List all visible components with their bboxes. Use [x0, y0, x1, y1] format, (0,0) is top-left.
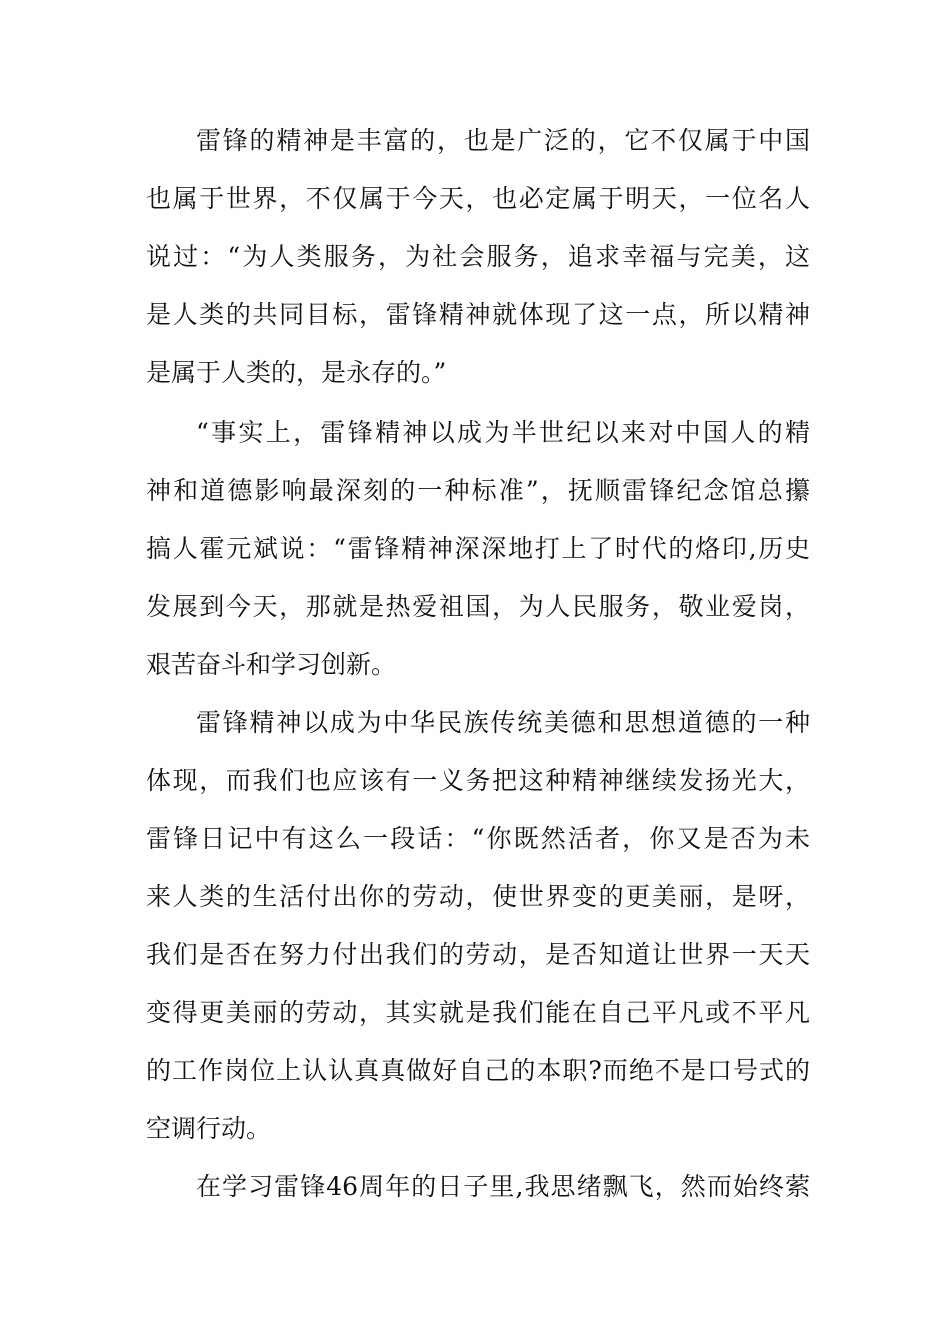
paragraph-1-line-2: 也属于世界，不仅属于今天，也必定属于明天，一位名人: [146, 184, 810, 213]
paragraph-2-line-5: 艰苦奋斗和学习创新。: [146, 650, 397, 679]
paragraph-2-line-2: 神和道德影响最深刻的一种标准”，抚顺雷锋纪念馆总攥: [146, 476, 810, 505]
paragraph-1-line-4: 是人类的共同目标，雷锋精神就体现了这一点，所以精神: [146, 300, 810, 329]
paragraph-3-line-7: 的工作岗位上认认真真做好自己的本职?而绝不是口号式的: [146, 1056, 810, 1085]
paragraph-3-line-1: 雷锋精神以成为中华民族传统美德和思想道德的一种: [196, 708, 810, 737]
paragraph-3-line-3: 雷锋日记中有这么一段话：“你既然活者，你又是否为未: [146, 824, 810, 853]
paragraph-3-line-4: 来人类的生活付出你的劳动，使世界变的更美丽，是呀，: [146, 882, 810, 911]
paragraph-1-line-5: 是属于人类的，是永存的。”: [146, 358, 447, 387]
paragraph-3-line-8: 空调行动。: [146, 1114, 272, 1143]
paragraph-3-line-6: 变得更美丽的劳动，其实就是我们能在自己平凡或不平凡: [146, 998, 810, 1027]
paragraph-2-line-3: 搞人霍元斌说：“雷锋精神深深地打上了时代的烙印,历史: [146, 534, 810, 563]
paragraph-2-line-4: 发展到今天，那就是热爱祖国，为人民服务，敬业爱岗，: [146, 592, 810, 621]
paragraph-3-line-2: 体现，而我们也应该有一义务把这种精神继续发扬光大，: [146, 766, 810, 795]
paragraph-3-line-5: 我们是否在努力付出我们的劳动，是否知道让世界一天天: [146, 940, 810, 969]
paragraph-4-line-1: 在学习雷锋46周年的日子里,我思绪飘飞，然而始终萦: [196, 1172, 810, 1201]
paragraph-2-line-1: “事实上，雷锋精神以成为半世纪以来对中国人的精: [196, 418, 810, 447]
paragraph-1-line-1: 雷锋的精神是丰富的，也是广泛的，它不仅属于中国: [196, 126, 810, 155]
paragraph-1-line-3: 说过：“为人类服务，为社会服务，追求幸福与完美，这: [146, 242, 810, 271]
